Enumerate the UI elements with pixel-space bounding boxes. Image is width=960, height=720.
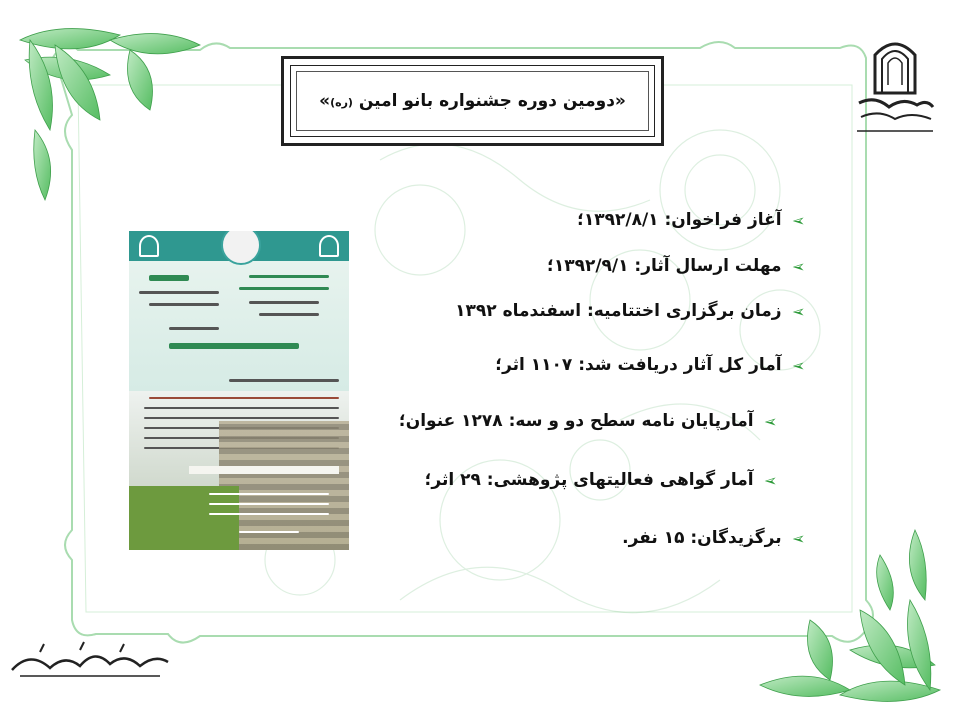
festival-poster-image [129,231,349,550]
institution-logo [855,35,935,140]
bullet-item: ➢ زمان برگزاری اختتامیه: اسفندماه ۱۳۹۲ [455,301,805,321]
check-arrow-icon: ➢ [791,355,805,375]
check-arrow-icon: ➢ [791,210,805,230]
calligraphy-logo [10,640,170,680]
check-arrow-icon: ➢ [791,528,805,548]
check-arrow-icon: ➢ [763,470,777,490]
check-arrow-icon: ➢ [791,301,805,321]
bullet-item: ➢ مهلت ارسال آثار: ۱۳۹۲/۹/۱؛ [547,256,805,276]
sub-bullet-item: ➢ آمارپایان نامه سطح دو و سه: ۱۲۷۸ عنوان؛ [398,411,777,431]
check-arrow-icon: ➢ [763,411,777,431]
title-frame [281,56,664,146]
bullet-item: ➢ آمار کل آثار دریافت شد: ۱۱۰۷ اثر؛ [495,355,805,375]
slide-title: «دومین دوره جشنواره بانو امین (ره)» [319,91,626,111]
bullet-item: ➢ آغاز فراخوان: ۱۳۹۲/۸/۱؛ [577,210,805,230]
bullet-item: ➢ برگزیدگان: ۱۵ نفر. [622,528,805,548]
check-arrow-icon: ➢ [791,256,805,276]
sub-bullet-item: ➢ آمار گواهی فعالیتهای پژوهشی: ۲۹ اثر؛ [424,470,777,490]
